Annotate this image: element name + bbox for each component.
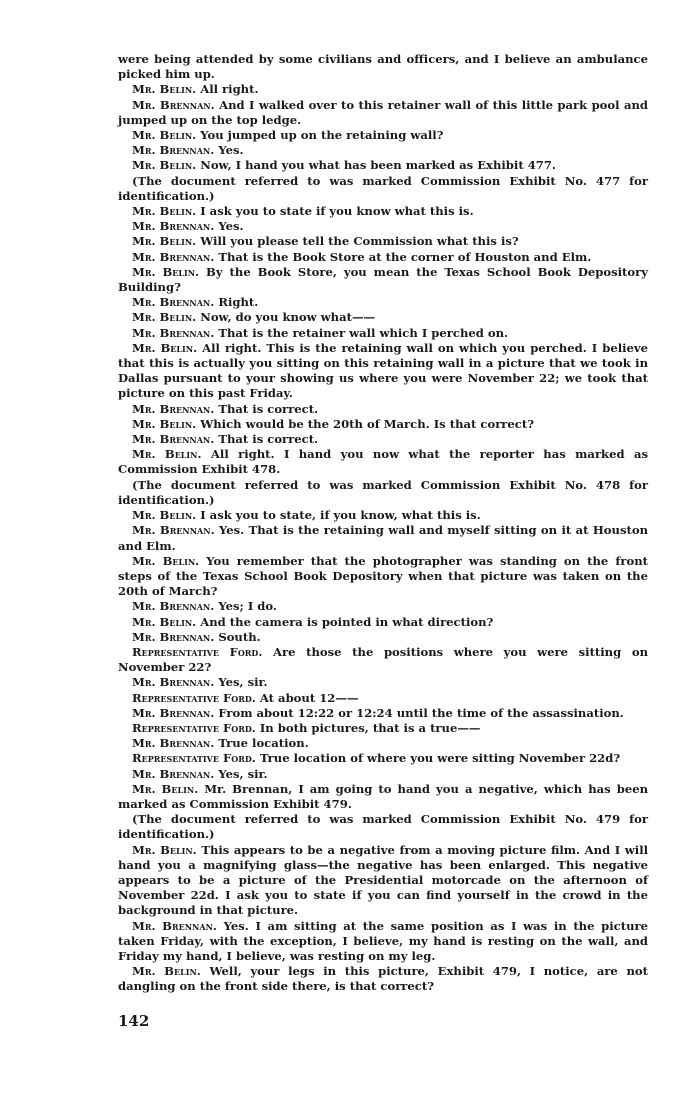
speaker-name: Mr. Belin. (132, 234, 197, 249)
transcript-paragraph (118, 219, 648, 234)
speaker-name: Mr. Brennan. (132, 736, 215, 751)
speaker-name: Mr. Belin. (132, 964, 201, 979)
transcript-paragraph (118, 174, 648, 204)
paragraph-text: Now, do you know what—— (200, 310, 376, 325)
speaker-name: Mr. Brennan. (132, 705, 215, 720)
paragraph-text: All right. I hand you now what the reporter has marked as Commission Exhibit 478. (118, 447, 648, 477)
paragraph-text: All right. (200, 82, 259, 97)
transcript-paragraph (118, 736, 648, 751)
paragraph-text: Are those the positions where you were sitting on November 22? (118, 644, 648, 675)
transcript-paragraph (118, 295, 648, 310)
paragraph-text: Which would be the 20th of March. Is that correct? (200, 416, 534, 431)
speaker-name: Mr. Brennan. (132, 143, 215, 158)
transcript-paragraph (118, 599, 648, 614)
speaker-name: Mr. Belin. (132, 340, 198, 355)
transcript-paragraph (118, 82, 648, 97)
transcript-paragraph (118, 554, 648, 600)
speaker-name: Mr. Brennan. (132, 766, 215, 781)
transcript-paragraph (118, 402, 648, 417)
speaker-name: Mr. Belin. (132, 781, 199, 796)
speaker-name: Mr. Belin. (132, 842, 197, 857)
transcript-paragraph (118, 447, 648, 477)
speaker-name: Representative Ford. (132, 644, 263, 659)
speaker-name: Mr. Belin. (132, 508, 197, 523)
transcript-paragraph (118, 843, 648, 919)
transcript-paragraph (118, 782, 648, 812)
speaker-name: Representative Ford. (132, 751, 256, 766)
transcript-paragraph (118, 721, 648, 736)
transcript-paragraph (118, 964, 648, 994)
paragraph-text: At about 12—— (259, 690, 359, 705)
paragraph-text: And I walked over to this retainer wall of this little park pool and jumped up on the top ledge. (118, 97, 649, 127)
transcript-paragraph (118, 767, 648, 782)
paragraph-text: (The document referred to was marked Commission Exhibit No. 478 for identification.) (118, 477, 648, 507)
paragraph-text: Yes. (218, 143, 244, 158)
speaker-name: Mr. Belin. (132, 310, 197, 325)
paragraph-text: From about 12:22 or 12:24 until the time of the assassination. (218, 705, 624, 720)
speaker-name: Mr. Belin. (132, 82, 197, 97)
paragraph-text: Right. (218, 295, 259, 310)
transcript-paragraph (118, 706, 648, 721)
speaker-name: Mr. Belin. (132, 158, 197, 173)
transcript-paragraph (118, 326, 648, 341)
transcript-paragraph (118, 204, 648, 219)
speaker-name: Mr. Belin. (132, 416, 197, 431)
transcript-paragraph (118, 265, 648, 295)
page-number: 142 (118, 1012, 150, 1030)
transcript-paragraph (118, 417, 648, 432)
paragraph-text: were being attended by some civilians and officers, and I believe an ambulance picked him up. (118, 52, 648, 82)
speaker-name: Mr. Brennan. (132, 599, 215, 614)
speaker-name: Mr. Brennan. (132, 401, 215, 416)
transcript-paragraph (118, 158, 648, 173)
transcript-paragraph (118, 919, 648, 965)
speaker-name: Mr. Brennan. (132, 325, 215, 340)
speaker-name: Mr. Brennan. (132, 523, 215, 538)
paragraph-text: I ask you to state if you know what this is. (200, 204, 474, 219)
paragraph-text: Yes. I am sitting at the same position as I was in the picture taken Friday, with the exception, I believe, my hand is resting on the wall, and Friday my hand, I believe, was resting on my leg. (118, 918, 648, 963)
speaker-name: Mr. Belin. (132, 614, 197, 629)
transcript-paragraph (118, 630, 648, 645)
speaker-name: Mr. Brennan. (132, 219, 215, 234)
speaker-name: Mr. Brennan. (132, 432, 215, 447)
paragraph-text: You jumped up on the retaining wall? (200, 128, 444, 143)
speaker-name: Mr. Belin. (132, 447, 202, 462)
transcript-paragraph (118, 478, 648, 508)
paragraph-text: By the Book Store, you mean the Texas School Book Depository Building? (118, 264, 648, 295)
paragraph-text: That is the retainer wall which I perched on. (218, 325, 509, 340)
transcript-paragraph (118, 310, 648, 325)
paragraph-text: That is correct. (218, 401, 319, 416)
paragraph-text: And the camera is pointed in what direction? (200, 614, 494, 629)
paragraph-text: Will you please tell the Commission what this is? (200, 234, 519, 249)
speaker-name: Mr. Brennan. (132, 295, 215, 310)
transcript-paragraph (118, 234, 648, 249)
transcript-paragraph (118, 615, 648, 630)
paragraph-text: (The document referred to was marked Commission Exhibit No. 479 for identification.) (118, 812, 648, 842)
speaker-name: Mr. Brennan. (132, 97, 215, 112)
paragraph-text: Yes, sir. (218, 675, 268, 690)
transcript-paragraph (118, 523, 648, 553)
paragraph-text: Yes. That is the retaining wall and myself sitting on it at Houston and Elm. (118, 523, 648, 553)
transcript-paragraph (118, 508, 648, 523)
transcript-paragraph (118, 128, 648, 143)
speaker-name: Mr. Belin. (132, 264, 200, 279)
transcript-paragraph (118, 52, 648, 82)
paragraph-text: Yes, sir. (218, 766, 268, 781)
transcript-paragraph (118, 250, 648, 265)
transcript-paragraph (118, 691, 648, 706)
speaker-name: Mr. Belin. (132, 128, 197, 143)
paragraph-text: That is the Book Store at the corner of Houston and Elm. (218, 249, 592, 264)
speaker-name: Mr. Brennan. (132, 918, 217, 933)
speaker-name: Mr. Brennan. (132, 249, 215, 264)
paragraph-text: Well, your legs in this picture, Exhibit 479, I notice, are not dangling on the front side there, is that correct? (118, 964, 648, 994)
transcript-paragraph (118, 432, 648, 447)
speaker-name: Mr. Belin. (132, 553, 200, 568)
paragraph-text: In both pictures, that is a true—— (259, 720, 481, 735)
speaker-name: Mr. Brennan. (132, 675, 215, 690)
transcript-paragraph (118, 675, 648, 690)
paragraph-text: That is correct. (218, 432, 319, 447)
paragraph-text: All right. This is the retaining wall on which you perched. I believe that this is actually you sitting on this retaining wall in a picture that we took in Dallas pursuant to your showing us where you were November 22; we took that picture on this past Friday. (118, 340, 648, 401)
paragraph-text: I ask you to state, if you know, what this is. (200, 508, 481, 523)
paragraph-text: Mr. Brennan, I am going to hand you a negative, which has been marked as Commission Exhibit 479. (118, 781, 648, 811)
paragraph-text: True location of where you were sitting November 22d? (259, 751, 621, 766)
paragraph-text: True location. (218, 736, 309, 751)
transcript-paragraph (118, 341, 648, 402)
transcript-paragraph (118, 645, 648, 675)
paragraph-text: This appears to be a negative from a moving picture film. And I will hand you a magnifying glass—the negative has been enlarged. This negative appears to be a picture of the Presidential motorcade on the afternoon of November 22d. I ask you to state if you can find yourself in the crowd in the background in that picture. (118, 842, 649, 918)
paragraph-text: South. (218, 629, 261, 644)
paragraph-text: You remember that the photographer was standing on the front steps of the Texas School Book Depository when that picture was taken on the 20th of March? (118, 553, 648, 599)
speaker-name: Representative Ford. (132, 720, 256, 735)
transcript-paragraph (118, 98, 648, 128)
transcript-page (118, 52, 648, 995)
speaker-name: Mr. Belin. (132, 204, 197, 219)
transcript-paragraph (118, 751, 648, 766)
speaker-name: Mr. Brennan. (132, 629, 215, 644)
paragraph-text: Yes; I do. (218, 599, 277, 614)
paragraph-text: Yes. (218, 219, 244, 234)
paragraph-text: (The document referred to was marked Commission Exhibit No. 477 for identification.) (118, 173, 648, 203)
speaker-name: Representative Ford. (132, 690, 256, 705)
transcript-paragraph (118, 143, 648, 158)
transcript-paragraph (118, 812, 648, 842)
paragraph-text: Now, I hand you what has been marked as Exhibit 477. (200, 158, 556, 173)
